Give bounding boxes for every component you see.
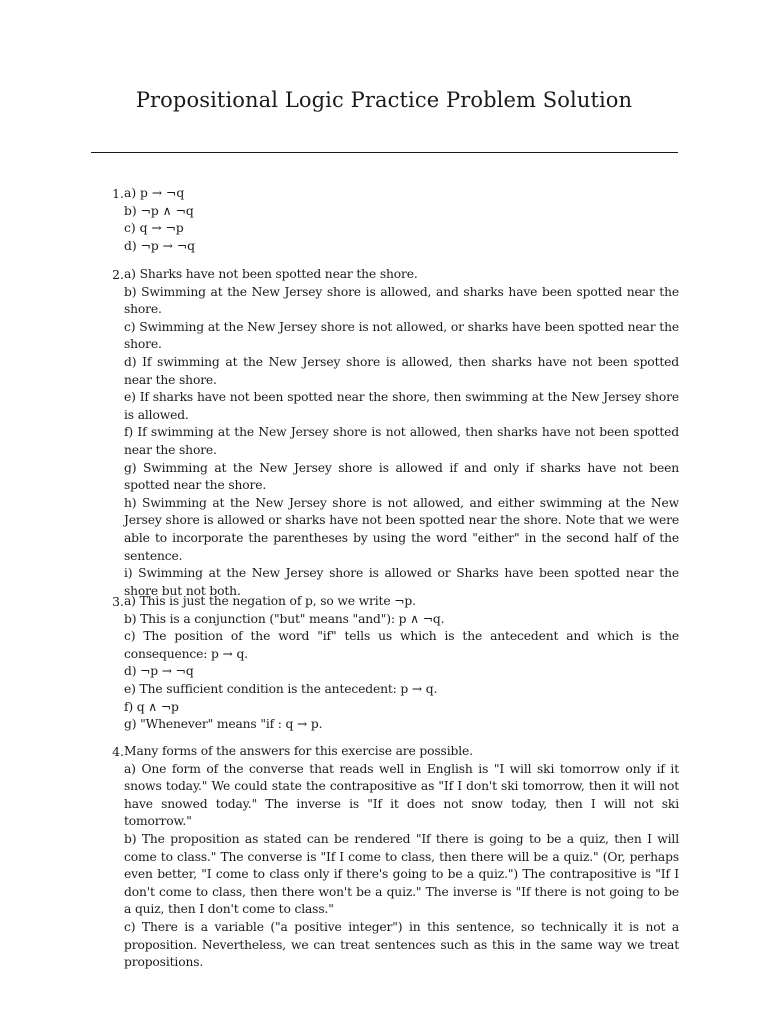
answer-paragraph: e) If sharks have not been spotted near the shore, then swimming at the New Jersey shore is allowed. xyxy=(124,390,679,422)
answer-line: c) q → ¬p xyxy=(124,221,184,236)
document-title: Propositional Logic Practice Problem Solution xyxy=(135,88,633,112)
answer-paragraph: c) There is a variable ("a positive integer") in this sentence, so technically it is not a proposition. Nevertheless, we can treat sentences such as this in the same way we treat propositions. xyxy=(124,919,679,970)
answer-paragraph: g) Swimming at the New Jersey shore is allowed if and only if sharks have not been spotted near the shore. xyxy=(124,460,679,493)
problem-body xyxy=(124,743,679,972)
answer-paragraph: f) If swimming at the New Jersey shore is not allowed, then sharks have not been spotted near the shore. xyxy=(124,425,679,457)
answer-paragraph: g) "Whenever" means "if : q → p. xyxy=(124,717,323,732)
answer-paragraph: a) One form of the converse that reads well in English is "I will ski tomorrow only if it snows today." We could state the contrapositive as "If I don't ski tomorrow, then it will not have snowed today." The inverse is "If it does not snow today, then I will not ski tomorrow." xyxy=(124,761,679,829)
problem-body xyxy=(124,266,679,600)
answer-paragraph: b) Swimming at the New Jersey shore is allowed, and sharks have been spotted near the shore. xyxy=(124,284,679,317)
answer-paragraph: a) This is just the negation of p, so we write ¬p. xyxy=(124,594,416,608)
answer-paragraph: c) Swimming at the New Jersey shore is not allowed, or sharks have been spotted near the shore. xyxy=(124,319,679,352)
problem-body xyxy=(124,593,679,734)
problem-body xyxy=(124,185,679,255)
answer-paragraph: e) The sufficient condition is the antecedent: p → q. xyxy=(124,681,438,696)
answer-paragraph: Many forms of the answers for this exercise are possible. xyxy=(124,744,473,758)
problem-number: 4. xyxy=(112,744,124,759)
title-rule xyxy=(91,152,678,153)
problem-number: 2. xyxy=(112,267,124,282)
answer-paragraph: c) The position of the word "if" tells us which is the antecedent and which is the consequence: p → q. xyxy=(124,629,679,661)
answer-paragraph: b) The proposition as stated can be rendered "If there is going to be a quiz, then I will come to class." The converse is "If I come to class, then there will be a quiz." (Or, perhaps even better, "I come to class only if there's going to be a quiz.") The contrapositive is "If I don't come to class, then there won't be a quiz." The inverse is "If there is not going to be a quiz, then I don't come to class." xyxy=(124,831,679,917)
answer-paragraph: b) This is a conjunction ("but" means "and"): p ∧ ¬q. xyxy=(124,611,445,626)
answer-paragraph: d) If swimming at the New Jersey shore is allowed, then sharks have not been spotted near the shore. xyxy=(124,354,679,387)
answer-line: b) ¬p ∧ ¬q xyxy=(124,203,194,218)
answer-paragraph: f) q ∧ ¬p xyxy=(124,699,179,714)
problem-number: 3. xyxy=(112,594,124,609)
answer-paragraph: d) ¬p → ¬q xyxy=(124,664,194,679)
problem-number: 1. xyxy=(112,186,124,201)
answer-paragraph: i) Swimming at the New Jersey shore is allowed or Sharks have been spotted near the shore but not both. xyxy=(124,566,679,598)
answer-line: a) p → ¬q xyxy=(124,186,185,200)
answer-paragraph: h) Swimming at the New Jersey shore is not allowed, and either swimming at the New Jersey shore is allowed or sharks have not been spotted near the shore. Note that we were able to incorporate the parentheses by using the word "either" in the second half of the sentence. xyxy=(124,495,679,563)
answer-paragraph: a) Sharks have not been spotted near the shore. xyxy=(124,267,418,281)
answer-line: d) ¬p → ¬q xyxy=(124,238,196,253)
